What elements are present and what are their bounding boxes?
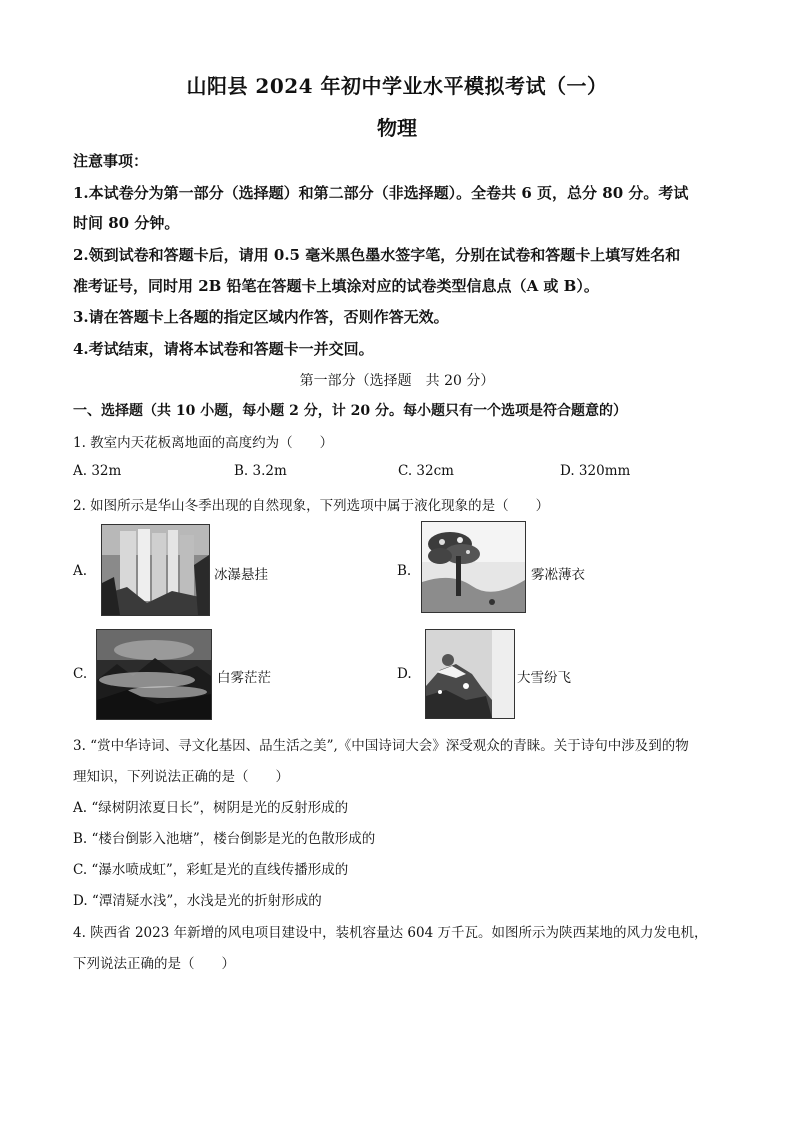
q1-option-a: A. 32m [73,463,122,479]
q1-stem: 1. 教室内天花板离地面的高度约为（ ） [73,435,334,451]
q3-option-b: B. “楼台倒影入池塘”，楼台倒影是光的色散形成的 [73,831,376,847]
q2-option-a-caption: 冰瀑悬挂 [214,567,268,583]
q2-option-c-caption: 白雾茫茫 [217,670,271,686]
note-line: 准考证号，同时用 2B 铅笔在答题卡上填涂对应的试卷类型信息点（A 或 B）。 [73,277,599,295]
q1-option-c: C. 32cm [398,463,454,479]
subject-title: 物理 [377,116,417,140]
note-line: 时间 80 分钟。 [73,214,180,232]
q4-stem-line1: 4. 陕西省 2023 年新增的风电项目建设中，装机容量达 604 万千瓦。如图所示为陕西某地的风力发电机， [73,925,708,941]
frozen-waterfall-image [101,524,210,616]
q3-option-a: A. “绿树阴浓夏日长”，树阴是光的反射形成的 [73,800,349,816]
q2-option-d-caption: 大雪纷飞 [517,670,571,686]
rime-tree-image [421,521,526,613]
q3-stem-line1: 3. “赏中华诗词、寻文化基因、品生活之美”,《中国诗词大会》深受观众的青睐。关于诗句中涉及到的物 [73,738,689,754]
q1-option-b: B. 3.2m [234,463,287,479]
part1-heading: 第一部分（选择题 共 20 分） [299,373,495,389]
q3-stem-line2: 理知识，下列说法正确的是（ ） [73,769,289,785]
white-fog-image [96,629,212,720]
q2-stem: 2. 如图所示是华山冬季出现的自然现象，下列选项中属于液化现象的是（ ） [73,498,550,514]
note-line: 4.考试结束，请将本试卷和答题卡一并交回。 [73,340,374,358]
q2-option-c-letter: C. [73,666,88,682]
q2-option-b-letter: B. [397,563,412,579]
q2-option-a-letter: A. [73,563,88,579]
note-line: 1.本试卷分为第一部分（选择题）和第二部分（非选择题）。全卷共 6 页，总分 80 分。考试 [73,184,689,202]
heavy-snow-image [425,629,515,719]
note-line: 3.请在答题卡上各题的指定区域内作答，否则作答无效。 [73,308,449,326]
q3-option-d: D. “潭清疑水浅”，水浅是光的折射形成的 [73,893,322,909]
exam-title: 山阳县 2024 年初中学业水平模拟考试（一） [186,74,608,98]
q3-option-c: C. “瀑水喷成虹”，彩虹是光的直线传播形成的 [73,862,349,878]
q2-option-d-letter: D. [397,666,412,682]
notes-heading: 注意事项： [73,152,149,170]
section-heading: 一、选择题（共 10 小题，每小题 2 分，计 20 分。每小题只有一个选项是符合题意的） [73,403,627,419]
note-line: 2.领到试卷和答题卡后，请用 0.5 毫米黑色墨水签字笔，分别在试卷和答题卡上填写姓名和 [73,246,681,264]
q4-stem-line2: 下列说法正确的是（ ） [73,956,235,972]
q2-option-b-caption: 雾凇薄衣 [531,567,585,583]
q1-option-d: D. 320mm [560,463,631,479]
